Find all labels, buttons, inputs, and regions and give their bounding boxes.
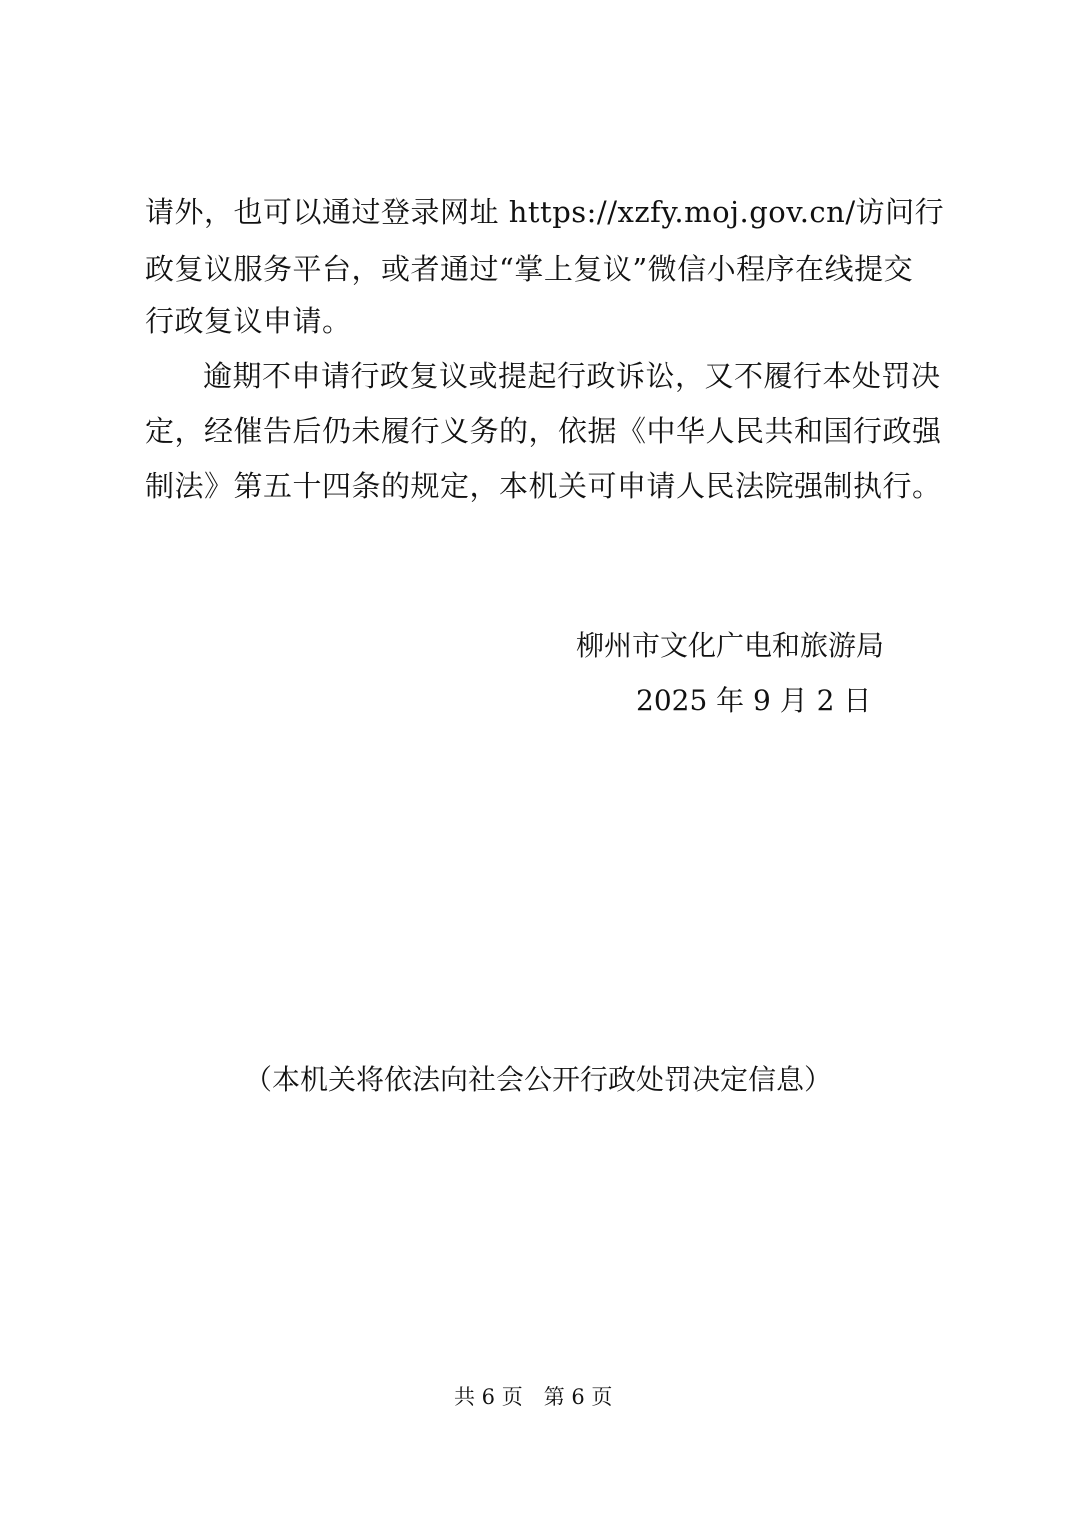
paragraph1-line-3: 行政复议申请。	[145, 304, 352, 338]
signature-date: 2025 年 9 月 2 日	[636, 684, 872, 717]
page-number-footer: 共 6 页 第 6 页	[454, 1385, 613, 1409]
paragraph2-line-3: 制法》第五十四条的规定，本机关可申请人民法院强制执行。	[145, 469, 942, 503]
paragraph1-line-1: 请外，也可以通过登录网址 https://xzfy.moj.gov.cn/访问行	[145, 195, 945, 229]
paragraph2-line-2: 定，经催告后仍未履行义务的，依据《中华人民共和国行政强	[145, 414, 942, 448]
paragraph1-line-2: 政复议服务平台，或者通过“掌上复议”微信小程序在线提交	[145, 252, 914, 286]
signature-organization: 柳州市文化广电和旅游局	[576, 629, 885, 662]
public-disclosure-notice: （本机关将依法向社会公开行政处罚决定信息）	[244, 1063, 833, 1096]
paragraph2-line-1: 逾期不申请行政复议或提起行政诉讼，又不履行本处罚决	[203, 359, 941, 393]
